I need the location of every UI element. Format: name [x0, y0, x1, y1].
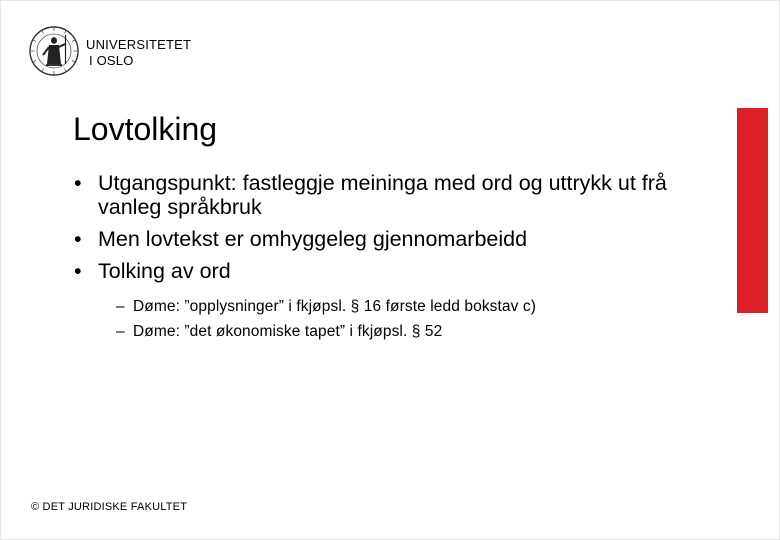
sub-bullet-list	[116, 297, 716, 347]
institution-name-line1: UNIVERSITETET	[86, 37, 192, 52]
bullet-text: Men lovtekst er omhyggeleg gjennomarbeidd	[98, 227, 528, 251]
bullet-marker: •	[74, 227, 82, 251]
bullet-marker: •	[74, 171, 82, 195]
bullet-item	[74, 171, 724, 219]
sub-bullet-marker: –	[116, 323, 125, 340]
sub-bullet-marker: –	[116, 298, 125, 315]
bullet-text: Tolking av ord	[98, 259, 231, 283]
footer-copyright: © DET JURIDISKE FAKULTET	[31, 501, 188, 513]
accent-bar	[737, 108, 768, 313]
sub-bullet-item	[116, 297, 716, 316]
institution-name-line2: I OSLO	[89, 53, 134, 68]
institution-name	[86, 37, 191, 69]
bullet-marker: •	[74, 259, 82, 283]
sub-bullet-item	[116, 322, 716, 341]
sub-bullet-text: Døme: ”opplysninger” i fkjøpsl. § 16 første ledd bokstav c)	[133, 298, 537, 315]
bullet-item	[74, 259, 724, 283]
bullet-list	[74, 171, 724, 291]
university-seal-icon	[28, 24, 80, 78]
bullet-text: Utgangspunkt: fastleggje meininga med ord og uttrykk ut frå vanleg språkbruk	[98, 171, 667, 219]
bullet-item	[74, 227, 724, 251]
sub-bullet-text: Døme: ”det økonomiske tapet” i fkjøpsl. § 52	[133, 323, 443, 340]
slide-title: Lovtolking	[73, 111, 218, 147]
